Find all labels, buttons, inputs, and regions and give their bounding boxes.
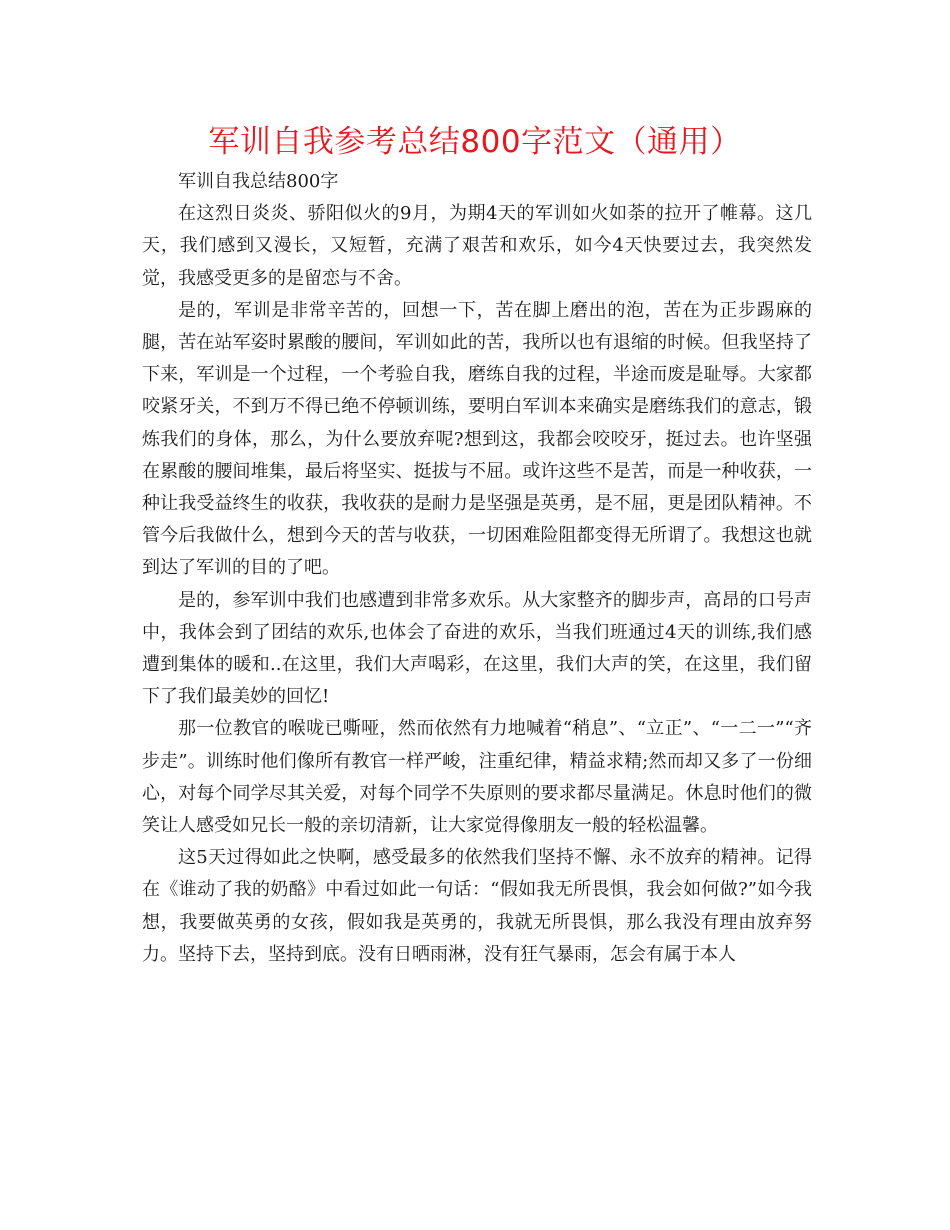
document-body [142, 166, 812, 971]
document-title: 军训自我参考总结800字范文（通用） [208, 124, 742, 160]
body-paragraph: 是的，军训是非常辛苦的，回想一下，苦在脚上磨出的泡，苦在为正步踢麻的腿，苦在站军姿时累酸的腰间，军训如此的苦，我所以也有退缩的时候。但我坚持了下来，军训是一个过程，一个考验自我，磨练自我的过程，半途而废是耻辱。大家都咬紧牙关，不到万不得已绝不停顿训练，要明白军训本来确实是磨练我们的意志，锻炼我们的身体，那么，为什么要放弃呢?想到这，我都会咬咬牙，挺过去。也许坚强在累酸的腰间堆集，最后将坚实、挺拔与不屈。或许这些不是苦，而是一种收获，一种让我受益终生的收获，我收获的是耐力是坚强是英勇，是不屈，更是团队精神。不管今后我做什么，想到今天的苦与收获，一切困难险阻都变得无所谓了。我想这也就到达了军训的目的了吧。 [142, 299, 812, 579]
body-paragraph: 那一位教官的喉咙已嘶哑，然而依然有力地喊着“稍息”、“立正”、“一二一”“齐步走”。训练时他们像所有教官一样严峻，注重纪律，精益求精;然而却又多了一份细心，对每个同学尽其关爱，对每个同学不失原则的要求都尽量满足。休息时他们的微笑让人感受如兄长一般的亲切清新，让大家觉得像朋友一般的轻松温馨。 [142, 718, 812, 837]
body-paragraph: 是的，参军训中我们也感遭到非常多欢乐。从大家整齐的脚步声，高昂的口号声中，我体会到了团结的欢乐,也体会了奋进的欢乐，当我们班通过4天的训练,我们感遭到集体的暖和..在这里，我们大声喝彩，在这里，我们大声的笑，在这里，我们留下了我们最美妙的回忆! [142, 589, 812, 708]
body-paragraph: 在这烈日炎炎、骄阳似火的9月，为期4天的军训如火如荼的拉开了帷幕。这几天，我们感到又漫长，又短暂，充满了艰苦和欢乐，如今4天快要过去，我突然发觉，我感受更多的是留恋与不舍。 [142, 203, 812, 289]
body-paragraph: 这5天过得如此之快啊，感受最多的依然我们坚持不懈、永不放弃的精神。记得在《谁动了我的奶酪》中看过如此一句话：“假如我无所畏惧，我会如何做?”如今我想，我要做英勇的女孩，假如我是英勇的，我就无所畏惧，那么我没有理由放弃努力。坚持下去，坚持到底。没有日晒雨淋，没有狂气暴雨，怎会有属于本人 [142, 847, 812, 965]
subtitle-paragraph: 军训自我总结800字 [178, 171, 339, 192]
